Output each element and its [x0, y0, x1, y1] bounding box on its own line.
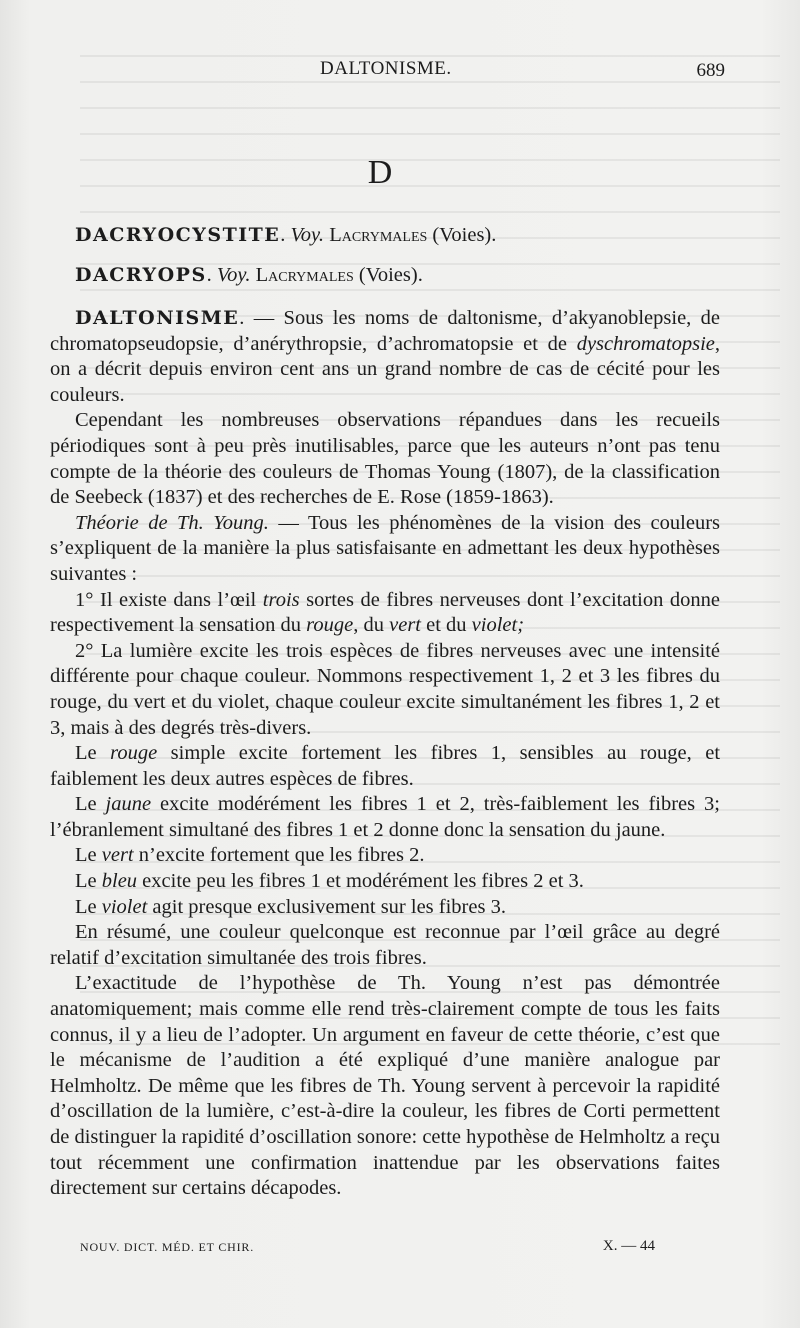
italic-term: rouge — [306, 614, 354, 637]
footer-volume-signature: X. — 44 — [602, 1238, 655, 1254]
italic-term: jaune — [105, 793, 152, 816]
text-run: n’excite fortement que les fibres 2. — [133, 844, 425, 867]
text-run: Le — [75, 895, 102, 918]
article-body — [50, 306, 720, 1202]
italic-term: vert — [389, 614, 421, 637]
paragraph-vert — [50, 843, 720, 869]
paragraph-theory — [50, 511, 720, 588]
page-header — [50, 58, 725, 84]
running-title: DALTONISME. — [320, 58, 452, 79]
text-run: Le — [75, 844, 102, 867]
text-run: et du — [421, 614, 472, 637]
paragraph-rouge — [50, 741, 720, 792]
italic-term: violet — [101, 895, 148, 918]
text-run: , du — [353, 614, 390, 637]
text-run: . — Sous les noms de daltonisme, d’akyanoblepsie, de chromatopseudopsie, d’anérythropsie, d’achromatopsie et de — [50, 307, 720, 355]
text-run: 1° Il existe dans l’œil — [75, 588, 263, 611]
paragraph-exactitude: L’exactitude de l’hypothèse de Th. Young n’est pas démontrée anatomiquement; mais comme elle rend très-clairement compte de tous les faits connus, il y a lieu de l’adopter. Un argument en faveur de cette théorie, c’est que le mécanisme de l’audition a été expliqué d’une manière analogue par Helmholtz. De même que les fibres de Th. Young servent à percevoir la rapidité d’oscillation de la lumière, c’est-à-dire la couleur, les fibres de Corti permettent de distinguer la rapidité d’oscillation sonore: cette hypothèse de Helmholtz a reçu tout récemment une confirmation inattendue par les observations faites directement sur certains décapodes. — [50, 972, 721, 1200]
main-headword: DALTONISME — [75, 307, 240, 329]
text-run: Le — [75, 793, 106, 816]
text-run: Le — [75, 870, 102, 893]
text-run: — Tous les phénomènes de la vision des couleurs s’expliquent de la manière la plus satisfaisante en admettant les deux hypothèses suivantes : — [50, 511, 721, 585]
entry-separator: . — [206, 264, 217, 286]
paragraph-intro — [50, 306, 720, 408]
cross-reference: Lacrymales — [329, 224, 428, 246]
text-run: excite modérément les fibres 1 et 2, très-faiblement les fibres 3; l’ébranlement simultané des fibres 1 et 2 donne donc la sensation du jaune. — [50, 793, 720, 841]
cross-reference-rest: (Voies). — [427, 224, 497, 246]
text-run: , on a décrit depuis environ cent ans un grand nombre de cas de cécité pour les couleurs. — [50, 332, 720, 406]
cross-reference-rest: (Voies). — [353, 264, 423, 286]
italic-term: trois — [262, 588, 300, 611]
text-run: simple excite fortement les fibres 1, sensibles au rouge, et faiblement les deux autres espèces de fibres. — [50, 742, 721, 790]
hypothesis-1 — [50, 588, 720, 639]
text-run: Le — [75, 742, 111, 765]
text-run: excite peu les fibres 1 et modérément les fibres 2 et 3. — [137, 870, 584, 893]
section-letter: D — [367, 154, 393, 191]
paragraph-resume: En résumé, une couleur quelconque est reconnue par l’œil grâce au degré relatif d’excitation simultanée des trois fibres. — [50, 921, 720, 969]
italic-term: bleu — [101, 870, 138, 893]
italic-subheading: Théorie de Th. Young. — [75, 511, 269, 534]
entry-headword: DACRYOPS — [75, 264, 207, 286]
paragraph: Cependant les nombreuses observations répandues dans les recueils périodiques sont à peu près inutilisables, parce que les auteurs n’ont pas tenu compte de la théorie des couleurs de Thomas Young (1807), de la classification de Seebeck (1837) et des recherches de E. Rose (1859-1863). — [50, 409, 720, 509]
voy-abbrev: Voy. — [290, 224, 325, 246]
paragraph-jaune — [50, 792, 720, 843]
footer-publication: NOUV. DICT. MÉD. ET CHIR. — [80, 1240, 255, 1254]
italic-term: rouge — [110, 742, 158, 765]
text-run: agit presque exclusivement sur les fibres 3. — [147, 895, 506, 918]
paragraph-violet — [50, 895, 720, 921]
voy-abbrev: Voy. — [216, 264, 251, 286]
entry-dacryocystite — [75, 224, 720, 247]
paragraph-bleu — [50, 869, 720, 895]
entry-separator: . — [280, 224, 291, 246]
text-run: sortes de fibres nerveuses dont l’excitation donne respectivement la sensation du — [50, 588, 720, 637]
page-number: 689 — [696, 60, 725, 81]
hypothesis-2: 2° La lumière excite les trois espèces de fibres nerveuses avec une intensité différente pour chaque couleur. Nommons respectivement 1, 2 et 3 les fibres du rouge, du vert et du violet, chaque couleur excite simultanément les fibres 1, 2 et 3, mais à des degrés très-divers. — [50, 639, 720, 739]
italic-term: vert — [101, 844, 134, 867]
italic-term: violet; — [471, 614, 525, 637]
entry-headword: DACRYOCYSTITE — [75, 224, 281, 246]
cross-reference: Lacrymales — [255, 264, 354, 286]
page-footer — [80, 1238, 655, 1258]
italic-term: dyschromatopsie — [576, 332, 715, 355]
entry-dacryops — [75, 264, 720, 287]
